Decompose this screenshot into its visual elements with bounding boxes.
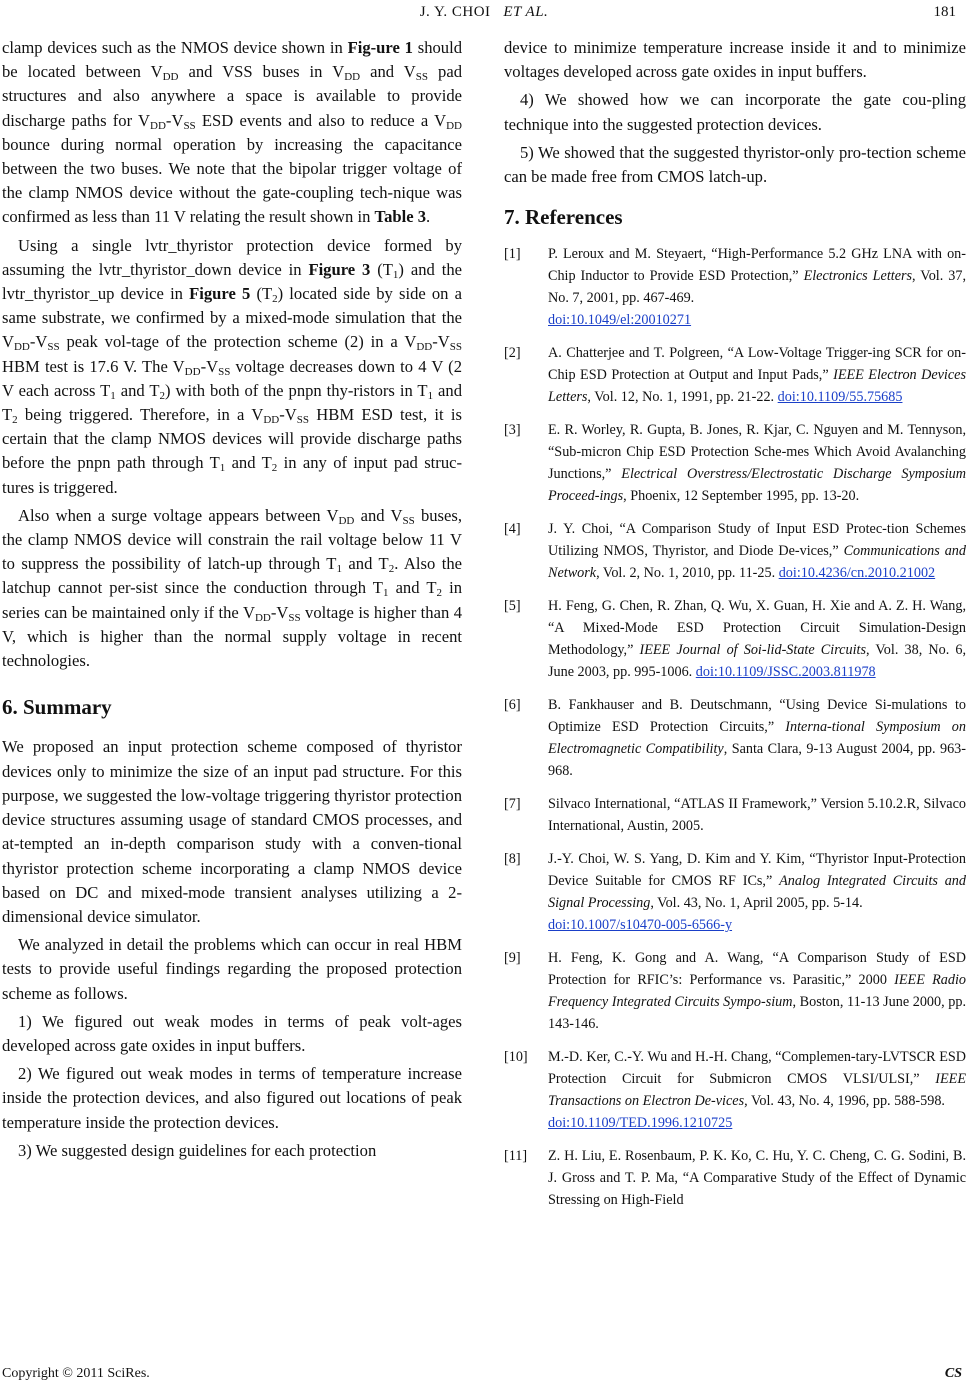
- reference-number: [4]: [504, 521, 521, 538]
- reference-details: , Vol. 43, No. 1, April 2005, pp. 5-14.: [650, 895, 863, 912]
- reference-venue: IEEE Journal of Soi-lid-State Circuits: [639, 642, 866, 659]
- reference-text: M.-D. Ker, C.-Y. Wu and H.-H. Chang, “Complemen-tary-LVTSCR ESD Protection Circuit for Submicron CMOS VLSI/ULSI,”: [548, 1049, 966, 1088]
- reference-number: [8]: [504, 851, 521, 868]
- finding-4: 4) We showed how we can incorporate the gate cou-pling technique into the suggested protection devices.: [504, 90, 966, 134]
- reference-item: [504, 947, 966, 1035]
- running-head-author: J. Y. CHOI: [419, 4, 491, 20]
- finding-1: 1) We figured out weak modes in terms of peak volt-ages developed across gate oxides in input buffers.: [2, 1011, 462, 1055]
- reference-details: , Phoenix, 12 September 1995, pp. 13-20.: [623, 488, 860, 505]
- doi-link[interactable]: doi:10.4236/cn.2010.21002: [778, 565, 936, 582]
- reference-number: [3]: [504, 422, 521, 439]
- paragraph-lvtr-thyristor: Using a single lvtr_thyristor protection device formed by assuming the lvtr_thyristor_down device in Figure 3 $(T_1)$ and the lvtr_thyristor_up device in Figure 5 $(T_2)$ located side by side on a same substrate, we confirmed by a mixed-mode simulation that the $V_{DD}-V_{SS}$ peak vol-tage of the protection scheme (2) in a $V_{DD}-V_{SS}$ HBM test is 17.6 V. The $V_{DD}-V_{SS}$ voltage decreases down to 4 V (2 V each across $T_1$ and $T_2$) with both of the pnpn thy-ristors in $T_1$ and $T_2$ being triggered. Therefore, in a $V_{DD}-V_{SS}$ HBM ESD test, it is certain that the clamp NMOS devices will provide discharge paths before the pnpn path through $T_1$ and $T_2$ in any of input pad struc-tures is triggered.: [2, 235, 463, 497]
- reference-number: [11]: [504, 1148, 528, 1165]
- finding-3-continued: device to minimize temperature increase inside it and to minimize voltages developed across gate oxides in input buffers.: [504, 38, 966, 82]
- reference-details: , Vol. 43, No. 4, 1996, pp. 588-598.: [744, 1093, 945, 1110]
- paragraph-analysis: We analyzed in detail the problems which can occur in real HBM tests to provide useful findings regarding the proposed protection scheme as follows.: [2, 935, 462, 1003]
- reference-details: , Vol. 38, No. 6, June 2003, pp. 995-1006.: [548, 642, 966, 681]
- reference-text: H. Feng, G. Chen, R. Zhan, Q. Wu, X. Guan, H. Xie and A. Z. H. Wang, “A Mixed-Mode ESD Protection Circuit Simulation-Design Methodology,”: [548, 598, 966, 659]
- reference-item: [504, 793, 966, 837]
- reference-number: [9]: [504, 950, 521, 967]
- doi-link[interactable]: doi:10.1007/s10470-005-6566-y: [548, 917, 733, 934]
- reference-number: [5]: [504, 598, 521, 615]
- reference-text: H. Feng, K. Gong and A. Wang, “A Comparison Study of ESD Protection for RFIC’s: Performance vs. Parasitic,” 2000: [548, 950, 966, 989]
- copyright-notice: Copyright © 2011 SciRes.: [2, 1366, 150, 1381]
- reference-item: [504, 694, 966, 782]
- reference-venue: IEEE Electron Devices Letters: [548, 367, 966, 406]
- reference-text: A. Chatterjee and T. Polgreen, “A Low-Voltage Trigger-ing SCR for on-Chip ESD Protection at Output and Input Pads,”: [548, 345, 966, 384]
- journal-abbrev: CS: [944, 1366, 962, 1381]
- running-head-etal: ET AL.: [503, 4, 549, 20]
- reference-details: , Boston, 11-13 June 2000, pp. 143-146.: [548, 994, 966, 1033]
- section-heading-summary: 6. Summary: [2, 695, 112, 720]
- reference-venue: Electronics Letters: [803, 268, 913, 285]
- reference-item: [504, 1145, 966, 1211]
- doi-link[interactable]: doi:10.1049/el:20010271: [548, 312, 692, 329]
- table-ref[interactable]: Table 3: [374, 207, 427, 227]
- doi-link[interactable]: doi:10.1109/55.75685: [777, 389, 903, 406]
- reference-text: J. Y. Choi, “A Comparison Study of Input ESD Protec-tion Schemes Utilizing NMOS, Thyristor, and Diode De-vices,”: [548, 521, 966, 560]
- reference-item: [504, 243, 966, 331]
- reference-text: E. R. Worley, R. Gupta, B. Jones, R. Kjar, C. Nguyen and M. Tennyson, “Sub-micron Chip ESD Protection Sche-mes Which Avoid Avalanching Junctions,”: [548, 422, 966, 483]
- reference-item: [504, 848, 966, 936]
- paragraph-surge-voltage: Also when a surge voltage appears between $V_{DD}$ and $V_{SS}$ buses, the clamp NMOS device will constrain the rail voltage below 11 V to suppress the possibility of latch-up through $T_1$ and $T_2$. Also the latchup cannot per-sist since the conduction through $T_1$ and $T_2$ in series can be maintained only if the $V_{DD}-V_{SS}$ voltage is higher than 4 V, which is higher than the normal supply voltage in recent technologies.: [2, 505, 463, 671]
- reference-item: [504, 1046, 966, 1134]
- reference-details: , Santa Clara, 9-13 August 2004, pp. 963-968.: [548, 741, 966, 780]
- reference-venue: Interna-tional Symposium on Electromagnetic Compatibility: [548, 719, 966, 758]
- figure-ref[interactable]: Fig-ure 1: [347, 38, 413, 57]
- reference-details: , Vol. 12, No. 1, 1991, pp. 21-22.: [587, 389, 778, 406]
- page-header: [0, 0, 968, 30]
- page-footer: [0, 1364, 968, 1386]
- doi-link[interactable]: doi:10.1109/JSSC.2003.811978: [695, 664, 876, 681]
- reference-venue: Communications and Network: [548, 543, 966, 582]
- reference-details: , Vol. 37, No. 7, 2001, pp. 467-469.: [548, 268, 966, 307]
- reference-text: B. Fankhauser and B. Deutschmann, “Using Device Si-mulations to Optimize ESD Protection Circuits,”: [548, 697, 966, 736]
- reference-details: , Vol. 2, No. 1, 2010, pp. 11-25.: [596, 565, 779, 582]
- reference-item: [504, 518, 966, 584]
- section-heading-references: 7. References: [504, 205, 623, 230]
- reference-text: J.-Y. Choi, W. S. Yang, D. Kim and Y. Kim, “Thyristor Input-Protection Device Suitable for CMOS RF ICs,”: [548, 851, 966, 890]
- reference-list: [504, 243, 966, 1211]
- reference-text: P. Leroux and M. Steyaert, “High-Performance 5.2 GHz LNA with on-Chip Inductor to Provide ESD Protection,”: [548, 246, 966, 285]
- finding-2: 2) We figured out weak modes in terms of temperature increase inside the protection devices, and also figured out locations of peak temperature inside the protection devices.: [2, 1064, 462, 1132]
- paragraph-clamp-devices: clamp devices such as the NMOS device shown in Fig-ure 1 should be located between $V_{DD}$ and VSS buses in $V_{DD}$ and $V_{SS}$ pad structures and also anywhere a space is available to provide discharge paths for $V_{DD}-V_{SS}$ ESD events and also to reduce a $V_{DD}$ bounce during normal operation by increasing the capacitance between the two buses. We note that the bipolar trigger voltage of the clamp NMOS device without the gate-coupling tech-nique was confirmed as less than 11 V relating the result shown in Table 3.: [2, 38, 463, 227]
- reference-venue: Analog Integrated Circuits and Signal Processing: [548, 873, 966, 912]
- left-column: [2, 36, 462, 1163]
- reference-number: [2]: [504, 345, 521, 362]
- reference-venue: IEEE Radio Frequency Integrated Circuits Sympo-sium: [548, 972, 966, 1011]
- reference-number: [6]: [504, 697, 521, 714]
- reference-item: [504, 342, 966, 408]
- page-number: 181: [933, 4, 956, 20]
- right-column: [504, 36, 966, 1222]
- reference-venue: Electrical Overstress/Electrostatic Discharge Symposium Proceed-ings: [548, 466, 966, 505]
- running-head: [0, 4, 968, 21]
- reference-number: [10]: [504, 1049, 528, 1066]
- reference-item: [504, 419, 966, 507]
- reference-number: [7]: [504, 796, 521, 813]
- reference-text: Z. H. Liu, E. Rosenbaum, P. K. Ko, C. Hu, Y. C. Cheng, C. G. Sodini, B. J. Gross and T. P. Ma, “A Comparative Study of the Effect of Dynamic Stressing on High-Field: [548, 1148, 966, 1209]
- reference-number: [1]: [504, 246, 521, 263]
- doi-link[interactable]: doi:10.1109/TED.1996.1210725: [548, 1115, 733, 1132]
- reference-item: [504, 595, 966, 683]
- figure-ref[interactable]: Figure 3: [308, 259, 371, 279]
- figure-ref[interactable]: Figure 5: [189, 284, 251, 304]
- finding-3: 3) We suggested design guidelines for each protection: [18, 1140, 377, 1160]
- finding-5: 5) We showed that the suggested thyristor-only pro-tection scheme can be made free from CMOS latch-up.: [504, 142, 966, 187]
- reference-text: Silvaco International, “ATLAS II Framework,” Version 5.10.2.R, Silvaco International, Austin, 2005.: [548, 796, 966, 835]
- reference-venue: IEEE Transactions on Electron De-vices: [548, 1071, 966, 1110]
- paragraph-summary: We proposed an input protection scheme composed of thyristor devices only to minimize the size of an input pad structure. For this purpose, we suggested the low-voltage triggering thyristor protection device structures assuming usage of standard CMOS processes, and at-tempted an in-depth comparison study with a conven-tional thyristor protection scheme incorporating a clamp NMOS device based on DC and mixed-mode transient analyses utilizing a 2-dimensional device simulator.: [2, 737, 462, 926]
